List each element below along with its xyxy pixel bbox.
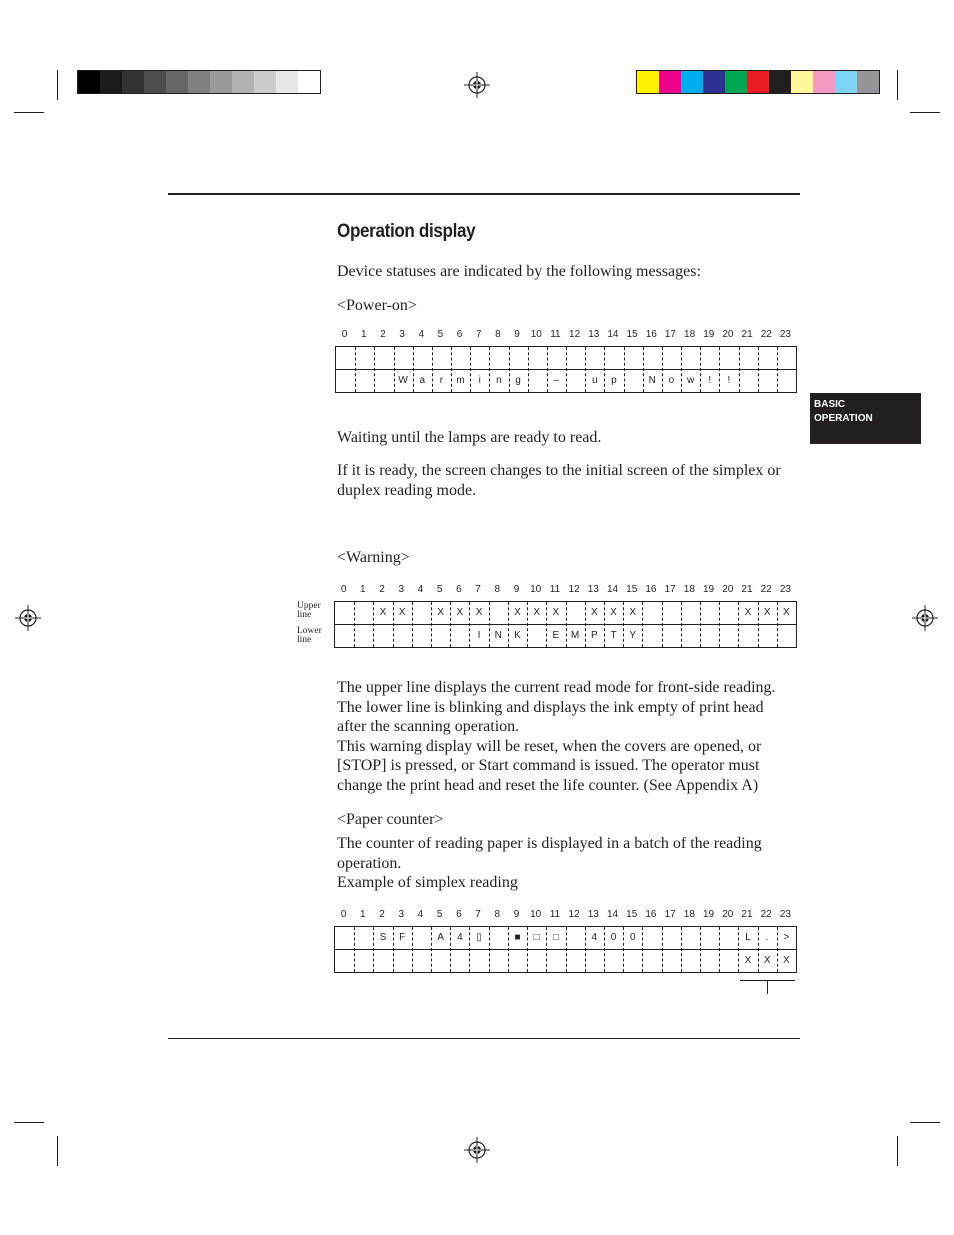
column-number: 7: [475, 909, 481, 920]
column-number: 6: [456, 329, 463, 340]
column-number: 1: [360, 584, 366, 595]
warning-lcd-grid: [334, 601, 797, 648]
column-number: 22: [760, 909, 772, 920]
column-number: 19: [703, 584, 715, 595]
lcd-character: X: [629, 607, 637, 618]
power-on-lcd-grid: [335, 346, 797, 393]
section-tab: [810, 393, 921, 444]
cell-divider: [758, 347, 759, 392]
lcd-character: L: [745, 932, 751, 943]
column-number: 9: [514, 329, 520, 340]
text-line: This warning display will be reset, when the covers are opened, or: [337, 737, 762, 755]
color-swatch-bar: [636, 70, 880, 94]
lcd-character: K: [514, 630, 521, 641]
lcd-character: r: [439, 375, 444, 386]
cell-divider: [412, 602, 413, 647]
column-number: 21: [741, 584, 753, 595]
warning-column-numbers: [334, 584, 796, 598]
color-swatch: [144, 71, 166, 93]
crop-mark: [897, 1136, 898, 1166]
footer-rule: [168, 1038, 800, 1039]
column-number: 15: [626, 584, 638, 595]
color-swatch: [703, 71, 725, 93]
cell-divider: [719, 927, 720, 972]
column-number: 23: [779, 329, 791, 340]
lcd-character: i: [478, 375, 481, 386]
cell-divider: [642, 927, 643, 972]
cell-divider: [566, 927, 567, 972]
column-number: 9: [513, 909, 520, 920]
column-number: 13: [588, 329, 600, 340]
lcd-character: S: [379, 932, 387, 943]
registration-mark-icon: [464, 1137, 490, 1163]
column-number: 16: [645, 329, 657, 340]
column-number: 21: [741, 909, 753, 920]
column-number: 7: [475, 584, 481, 595]
column-number: 1: [360, 909, 366, 920]
column-number: 1: [360, 329, 367, 340]
column-number: 18: [684, 329, 696, 340]
lcd-character: M: [570, 630, 580, 641]
section-tab-line2: OPERATION: [814, 413, 873, 424]
lcd-character: X: [763, 955, 771, 966]
column-number: 12: [568, 909, 580, 920]
lcd-character: □: [533, 932, 540, 943]
lcd-character: X: [437, 607, 444, 618]
column-number: 21: [741, 329, 753, 340]
lcd-character: N: [648, 375, 656, 386]
text-line: Example of simplex reading: [337, 874, 518, 892]
cell-divider: [662, 602, 663, 647]
column-number: 2: [379, 584, 385, 595]
color-swatch: [122, 71, 144, 93]
color-swatch: [254, 71, 276, 93]
lcd-character: X: [514, 607, 521, 618]
lcd-character: X: [763, 607, 771, 618]
crop-mark: [57, 1136, 58, 1166]
cell-divider: [412, 927, 413, 972]
lcd-character: X: [552, 607, 560, 618]
warning-label: <Warning>: [337, 549, 410, 566]
text-line: change the print head and reset the life counter. (See Appendix A): [337, 776, 759, 794]
cell-divider: [662, 927, 663, 972]
lcd-character: m: [456, 375, 465, 386]
column-number: 17: [664, 909, 676, 920]
warning-description: [337, 678, 802, 796]
lcd-character: A: [437, 932, 444, 943]
gray-swatch-bar: [77, 70, 321, 94]
section-tab-line1: BASIC: [814, 399, 846, 410]
lcd-character: X: [783, 955, 790, 966]
lcd-character: X: [398, 607, 406, 618]
color-swatch: [78, 71, 100, 93]
column-number: 12: [568, 584, 580, 595]
column-number: 4: [417, 909, 424, 920]
power-on-label: <Power-on>: [337, 297, 417, 314]
lcd-character: !: [727, 375, 731, 386]
lcd-character: a: [419, 375, 426, 386]
cell-divider: [719, 602, 720, 647]
lcd-character: X: [744, 607, 752, 618]
header-rule: [168, 193, 800, 195]
column-number: 19: [703, 329, 715, 340]
column-number: 0: [340, 584, 347, 595]
cell-divider: [700, 602, 701, 647]
lcd-character: Y: [629, 630, 637, 641]
upper-line-label: Upper line: [297, 601, 321, 620]
column-number: 0: [340, 909, 347, 920]
column-number: 12: [569, 329, 581, 340]
column-number: 14: [607, 329, 619, 340]
column-number: 11: [549, 909, 561, 920]
lcd-character: >: [783, 932, 790, 943]
lcd-character: !: [708, 375, 712, 386]
column-number: 19: [703, 909, 715, 920]
column-number: 2: [380, 329, 386, 340]
lcd-character: 4: [457, 932, 463, 943]
cell-divider: [739, 347, 740, 392]
lcd-character: X: [610, 607, 617, 618]
column-number: 6: [456, 584, 462, 595]
color-swatch: [188, 71, 210, 93]
column-number: 9: [513, 584, 520, 595]
text-line: after the scanning operation.: [337, 718, 520, 736]
lcd-character: 0: [629, 932, 636, 943]
crop-mark: [897, 70, 898, 100]
lcd-character: N: [494, 630, 502, 641]
text-line: The lower line is blinking and displays the ink empty of print head: [337, 698, 764, 716]
lcd-character: P: [590, 630, 598, 641]
column-number: 8: [494, 584, 501, 595]
page-title: Operation display: [337, 221, 476, 242]
lower-line-label: Lower line: [297, 626, 322, 645]
cell-divider: [355, 347, 356, 392]
footnote-rule-tick: [767, 980, 768, 994]
column-number: 22: [760, 329, 772, 340]
column-number: 14: [606, 909, 619, 920]
cell-divider: [624, 347, 625, 392]
column-number: 5: [436, 909, 443, 920]
lcd-character: X: [456, 607, 464, 618]
color-swatch: [835, 71, 857, 93]
color-swatch: [166, 71, 188, 93]
paper-counter-description: [337, 834, 802, 893]
color-swatch: [791, 71, 813, 93]
lcd-character: w: [686, 375, 695, 386]
text-line: operation.: [337, 854, 402, 872]
color-swatch: [681, 71, 703, 93]
lcd-character: n: [496, 375, 502, 386]
column-number: 10: [530, 584, 542, 595]
column-number: 13: [587, 584, 599, 595]
paper-counter-label: <Paper counter>: [337, 811, 444, 828]
text-line: The upper line displays the current read mode for front-side reading.: [337, 679, 776, 696]
cell-divider: [354, 602, 355, 647]
cell-divider: [700, 927, 701, 972]
column-number: 3: [398, 909, 404, 920]
text-line: [STOP] is pressed, or Start command is issued. The operator must: [337, 757, 760, 775]
crop-mark: [910, 1122, 940, 1123]
crop-mark: [910, 112, 940, 113]
color-swatch: [857, 71, 879, 93]
column-number: 23: [779, 584, 791, 595]
column-number: 16: [645, 584, 657, 595]
crop-mark: [14, 112, 44, 113]
power-on-para-1: Waiting until the lamps are ready to read.: [337, 429, 602, 446]
lcd-character: T: [610, 630, 617, 641]
lcd-character: X: [744, 955, 752, 966]
cell-divider: [681, 927, 682, 972]
lcd-character: E: [552, 630, 560, 641]
column-number: 20: [722, 329, 734, 340]
column-number: 13: [587, 909, 599, 920]
lcd-character: □: [552, 932, 559, 943]
column-number: 17: [664, 584, 676, 595]
column-number: 5: [436, 584, 443, 595]
crop-mark: [14, 1122, 44, 1123]
column-number: 4: [418, 329, 425, 340]
color-swatch: [659, 71, 681, 93]
column-number: 4: [417, 584, 424, 595]
column-number: 20: [722, 909, 734, 920]
column-number: 18: [683, 584, 695, 595]
cell-divider: [777, 347, 778, 392]
column-number: 2: [379, 909, 385, 920]
lcd-character: o: [668, 375, 675, 386]
color-swatch: [276, 71, 298, 93]
cell-divider: [489, 927, 490, 972]
lcd-character: X: [475, 607, 483, 618]
lcd-character: 0: [610, 932, 617, 943]
column-number: 3: [399, 329, 405, 340]
lcd-character: I: [477, 630, 481, 641]
color-swatch: [769, 71, 791, 93]
lcd-character: p: [611, 375, 617, 386]
column-number: 22: [760, 584, 772, 595]
lcd-character: .: [765, 932, 769, 943]
column-number: 5: [437, 329, 444, 340]
column-number: 16: [645, 909, 657, 920]
color-swatch: [210, 71, 232, 93]
registration-mark-icon: [464, 72, 490, 98]
color-swatch: [100, 71, 122, 93]
column-number: 11: [550, 329, 561, 340]
column-number: 14: [606, 584, 619, 595]
column-number: 15: [626, 329, 638, 340]
column-number: 11: [549, 584, 561, 595]
text-line: The counter of reading paper is displayed in a batch of the reading: [337, 835, 762, 852]
lcd-character: 4: [591, 932, 598, 943]
column-number: 8: [495, 329, 501, 340]
cell-divider: [374, 347, 375, 392]
column-number: 8: [494, 909, 501, 920]
column-number: 10: [530, 909, 542, 920]
registration-mark-icon: [912, 605, 938, 631]
lcd-character: X: [783, 607, 790, 618]
color-swatch: [813, 71, 835, 93]
lcd-character: X: [590, 607, 598, 618]
paper-counter-lcd-grid: [334, 926, 797, 973]
column-number: 10: [530, 329, 542, 340]
column-number: 7: [475, 329, 482, 340]
lcd-character: X: [379, 607, 387, 618]
column-number: 23: [779, 909, 791, 920]
lcd-character: ■: [514, 932, 521, 943]
lcd-character: W: [398, 375, 408, 386]
cell-divider: [354, 927, 355, 972]
color-swatch: [747, 71, 769, 93]
column-number: 3: [398, 584, 404, 595]
registration-mark-icon: [15, 605, 41, 631]
column-number: 6: [456, 909, 462, 920]
paper-counter-column-numbers: [334, 909, 796, 923]
lcd-character: X: [533, 607, 541, 618]
intro-text: Device statuses are indicated by the following messages:: [337, 263, 701, 280]
lcd-character: ▯: [476, 932, 482, 943]
column-number: 15: [626, 909, 638, 920]
lcd-character: u: [591, 375, 598, 386]
crop-mark: [57, 70, 58, 100]
cell-divider: [681, 602, 682, 647]
column-number: 18: [683, 909, 695, 920]
lcd-character: g: [515, 375, 521, 386]
color-swatch: [637, 71, 659, 93]
power-on-para-2: If it is ready, the screen changes to the initial screen of the simplex or duplex reading mode.: [337, 462, 781, 499]
color-swatch: [232, 71, 254, 93]
lcd-character: F: [399, 932, 406, 943]
cell-divider: [642, 602, 643, 647]
column-number: 20: [722, 584, 734, 595]
power-on-column-numbers: [335, 329, 797, 343]
column-number: 17: [664, 329, 676, 340]
lcd-character: –: [553, 375, 560, 386]
cell-divider: [528, 347, 529, 392]
cell-divider: [566, 347, 567, 392]
column-number: 0: [341, 329, 348, 340]
color-swatch: [725, 71, 747, 93]
color-swatch: [298, 71, 320, 93]
